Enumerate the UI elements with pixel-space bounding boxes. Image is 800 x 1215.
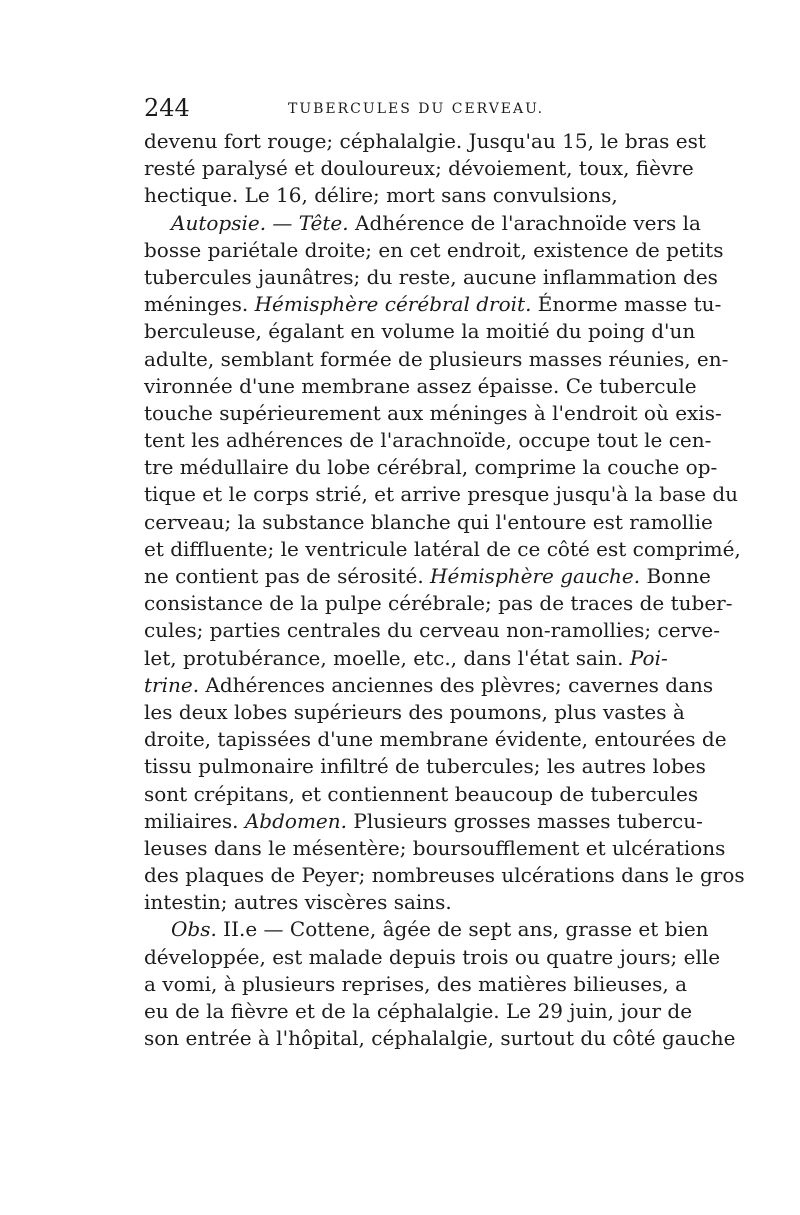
text-run: touche supérieurement aux méninges à l'endroit où exis-: [144, 400, 722, 425]
running-title: TUBERCULES DU CERVEAU.: [288, 101, 545, 117]
text-run: devenu fort rouge; céphalalgie. Jusqu'au 15, le bras est: [144, 129, 706, 153]
italic-run: Obs.: [171, 917, 217, 942]
text-line: [144, 182, 656, 209]
text-run: cules; parties centrales du cerveau non-ramollies; cerve-: [144, 618, 721, 643]
text-line: [144, 128, 706, 155]
text-line: [144, 318, 696, 345]
text-line: [144, 264, 718, 291]
text-run: tubercules jaunâtres; du reste, aucune inflammation des: [144, 264, 718, 289]
text-run: consistance de la pulpe cérébrale; pas de traces de tuber-: [144, 591, 733, 616]
text-line: [144, 971, 687, 998]
text-line: [144, 862, 745, 889]
text-run: resté paralysé et douloureux; dévoiement, toux, fièvre: [144, 156, 694, 181]
text-line: [144, 536, 741, 563]
text-line: [144, 699, 685, 726]
text-line: [144, 916, 709, 943]
text-run: tique et le corps strié, et arrive presque jusqu'à la base du: [144, 482, 739, 507]
page-number: 244: [144, 94, 190, 122]
text-line: [144, 346, 729, 373]
text-run: adulte, semblant formée de plusieurs masses réunies, en-: [144, 346, 729, 371]
text-run: berculeuse, égalant en volume la moitié du poing d'un: [144, 319, 696, 344]
text-run: hectique. Le 16, délire; mort sans convulsions,: [144, 183, 618, 208]
italic-run: Autopsie. — Tête.: [171, 210, 349, 235]
text-run: tent les adhérences de l'arachnoïde, occupe tout le cen-: [144, 428, 712, 453]
text-run: droite, tapissées d'une membrane évidente, entourées de: [144, 727, 727, 752]
text-run: et diffluente; le ventricule latéral de ce côté est comprimé,: [144, 536, 741, 561]
text-line: [144, 998, 693, 1025]
text-run: tissu pulmonaire infiltré de tubercules; les autres lobes: [144, 754, 706, 779]
text-line: [144, 889, 656, 916]
text-line: [144, 726, 727, 753]
text-line: [144, 753, 706, 780]
text-run: leuses dans le mésentère; boursoufflement et ulcérations: [144, 835, 726, 860]
text-run: développée, est malade depuis trois ou quatre jours; elle: [144, 944, 721, 969]
text-line: [144, 563, 711, 590]
text-line: [144, 808, 703, 835]
text-run: vironnée d'une membrane assez épaisse. Ce tubercule: [144, 373, 697, 398]
italic-run: Hémisphère cérébral droit.: [254, 292, 532, 317]
text-line: [144, 427, 712, 454]
italic-run: Poi-: [629, 645, 668, 670]
text-run: Adhérence de l'arachnoïde vers la: [348, 210, 701, 235]
text-run: son entrée à l'hôpital, céphalalgie, surtout du côté gauche: [144, 1026, 736, 1051]
text-run: bosse pariétale droite; en cet endroit, existence de petits: [144, 237, 724, 262]
text-run: eu de la fièvre et de la céphalalgie. Le 29 juin, jour de: [144, 999, 693, 1023]
text-line: [144, 373, 697, 400]
body-text: [144, 128, 745, 1052]
text-run: tre médullaire du lobe cérébral, comprime la couche op-: [144, 455, 718, 480]
text-run: miliaires.: [144, 808, 245, 833]
text-run: Plusieurs grosses masses tubercu-: [347, 808, 703, 833]
text-run: des plaques de Peyer; nombreuses ulcérations dans le gros: [144, 863, 745, 888]
text-run: méninges.: [144, 292, 255, 317]
text-line: [144, 617, 721, 644]
text-line: [144, 835, 726, 862]
text-line: [144, 155, 694, 182]
text-run: Bonne: [640, 564, 711, 588]
text-line: [144, 454, 718, 481]
text-run: Adhérences anciennes des plèvres; cavernes dans: [199, 672, 714, 697]
italic-run: Abdomen.: [244, 808, 347, 833]
text-line: [144, 210, 701, 237]
text-run: ne contient pas de sérosité.: [144, 564, 431, 588]
text-line: [144, 400, 722, 427]
text-run: sont crépitans, et contiennent beaucoup de tubercules: [144, 781, 699, 806]
text-line: [144, 291, 722, 318]
text-line: [144, 781, 699, 808]
text-run: II.e — Cottene, âgée de sept ans, grasse et bien: [216, 917, 709, 942]
text-line: [144, 590, 733, 617]
text-line: [144, 237, 724, 264]
text-run: cerveau; la substance blanche qui l'entoure est ramollie: [144, 509, 713, 534]
text-run: Énorme masse tu-: [531, 292, 722, 317]
text-line: [144, 944, 721, 971]
text-run: intestin; autres viscères sains.: [144, 890, 452, 915]
text-run: let, protubérance, moelle, etc., dans l'état sain.: [144, 645, 630, 670]
text-line: [144, 645, 668, 672]
text-run: les deux lobes supérieurs des poumons, plus vastes à: [144, 699, 685, 724]
text-line: [144, 481, 739, 508]
text-line: [144, 1025, 736, 1052]
italic-run: Hémisphère gauche.: [430, 564, 641, 588]
text-run: a vomi, à plusieurs reprises, des matières bilieuses, a: [144, 971, 687, 996]
italic-run: trine.: [144, 672, 200, 697]
text-line: [144, 509, 713, 536]
text-line: [144, 672, 714, 699]
page-header: [144, 93, 656, 123]
